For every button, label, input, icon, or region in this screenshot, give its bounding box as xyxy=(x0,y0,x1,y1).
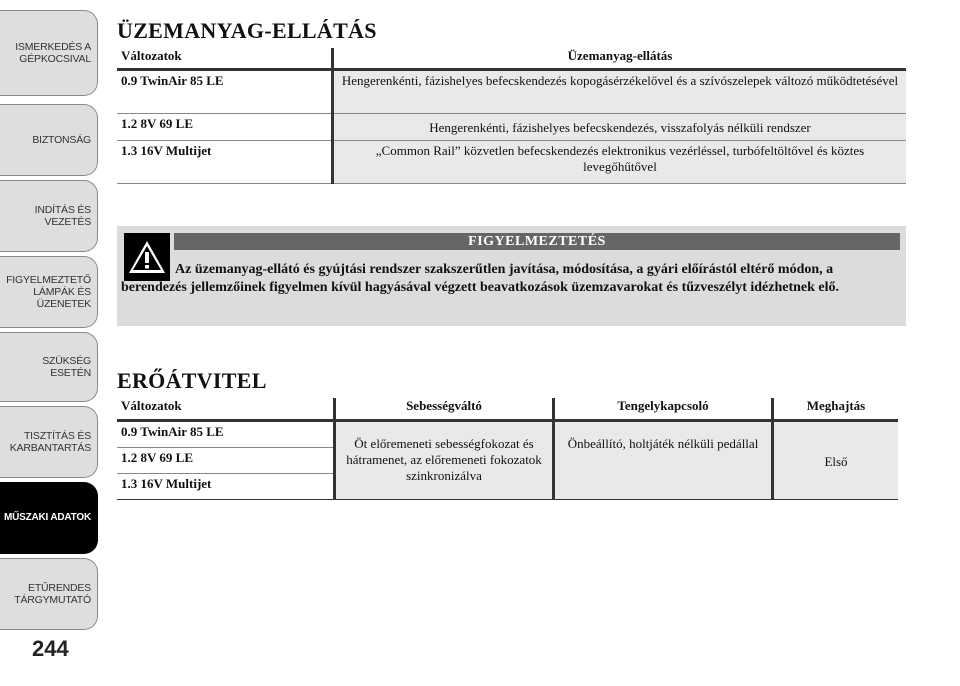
variant-cell: 1.3 16V Multijet xyxy=(117,474,335,500)
col-header-clutch: Tengelykapcsoló xyxy=(554,398,773,421)
warning-text: Az üzemanyag-ellátó és gyújtási rendszer szakszerűtlen javítása, módosítása, a gyári előírástól eltérő módon, a berendezés jellemzőinek figyelmen kívül hagyásával végzett beavatkozások üzemzavarokat és tűzveszélyt idézhetnek elő. xyxy=(121,262,840,295)
variant-cell: 0.9 TwinAir 85 LE xyxy=(117,70,333,114)
col-header-variants: Változatok xyxy=(117,398,335,421)
tab-biztonsag[interactable] xyxy=(0,104,98,176)
transmission-section-title: ERŐÁTVITEL xyxy=(117,368,267,393)
transmission-table xyxy=(117,398,898,500)
table-row xyxy=(117,141,906,184)
col-header-drive: Meghajtás xyxy=(773,398,899,421)
variant-cell: 1.2 8V 69 LE xyxy=(117,114,333,141)
tab-label: BIZTONSÁG xyxy=(32,134,91,146)
col-header-variants: Változatok xyxy=(117,48,333,70)
tab-label: MŰSZAKI ADATOK xyxy=(3,512,91,523)
col-header-fuel-supply: Üzemanyag-ellátás xyxy=(333,48,907,70)
drive-cell: Első xyxy=(773,421,899,500)
warning-box xyxy=(117,226,906,326)
variant-cell: 1.3 16V Multijet xyxy=(117,141,333,184)
tab-inditas[interactable] xyxy=(0,180,98,252)
tab-tisztitas[interactable] xyxy=(0,406,98,478)
fuel-supply-cell: „Common Rail” közvetlen befecskendezés elektronikus vezérléssel, turbófeltöltővel és köztes levegőhűtővel xyxy=(333,141,907,184)
clutch-cell: Önbeállító, holtjáték nélküli pedállal xyxy=(554,421,773,500)
tab-targymutato[interactable] xyxy=(0,558,98,630)
tab-label: SZÜKSÉG ESETÉN xyxy=(42,355,91,379)
variant-cell: 0.9 TwinAir 85 LE xyxy=(117,421,335,448)
variant-cell: 1.2 8V 69 LE xyxy=(117,448,335,474)
fuel-table xyxy=(117,48,906,184)
warning-title: FIGYELMEZTETÉS xyxy=(174,233,900,250)
table-row xyxy=(117,70,906,114)
fuel-supply-cell: Hengerenkénti, fázishelyes befecskendezés, visszafolyás nélküli rendszer xyxy=(333,114,907,141)
tab-ismerkedes[interactable] xyxy=(0,10,98,96)
table-row xyxy=(117,421,898,448)
table-row xyxy=(117,114,906,141)
page-number: 244 xyxy=(32,636,69,661)
tab-muszaki-adatok[interactable] xyxy=(0,482,98,554)
fuel-supply-cell: Hengerenkénti, fázishelyes befecskendezés kopogásérzékelővel és a szívószelepek változó működtetésével xyxy=(333,70,907,114)
tab-label: INDÍTÁS ÉS VEZETÉS xyxy=(34,204,91,228)
col-header-gearbox: Sebességváltó xyxy=(335,398,554,421)
tab-szukseg[interactable] xyxy=(0,332,98,402)
gearbox-cell: Öt előremeneti sebességfokozat és hátramenet, az előremeneti fokozatok szinkronizálva xyxy=(335,421,554,500)
tab-label: ISMERKEDÉS A GÉPKOCSIVAL xyxy=(15,41,91,65)
tab-figyelmezteto[interactable] xyxy=(0,256,98,328)
tab-label: ETŰRENDES TÁRGYMUTATÓ xyxy=(14,582,91,606)
fuel-section-title: ÜZEMANYAG-ELLÁTÁS xyxy=(117,18,377,43)
tab-label: FIGYELMEZTETŐ LÁMPÁK ÉS ÜZENETEK xyxy=(6,274,91,310)
tab-label: TISZTÍTÁS ÉS KARBANTARTÁS xyxy=(9,430,91,454)
